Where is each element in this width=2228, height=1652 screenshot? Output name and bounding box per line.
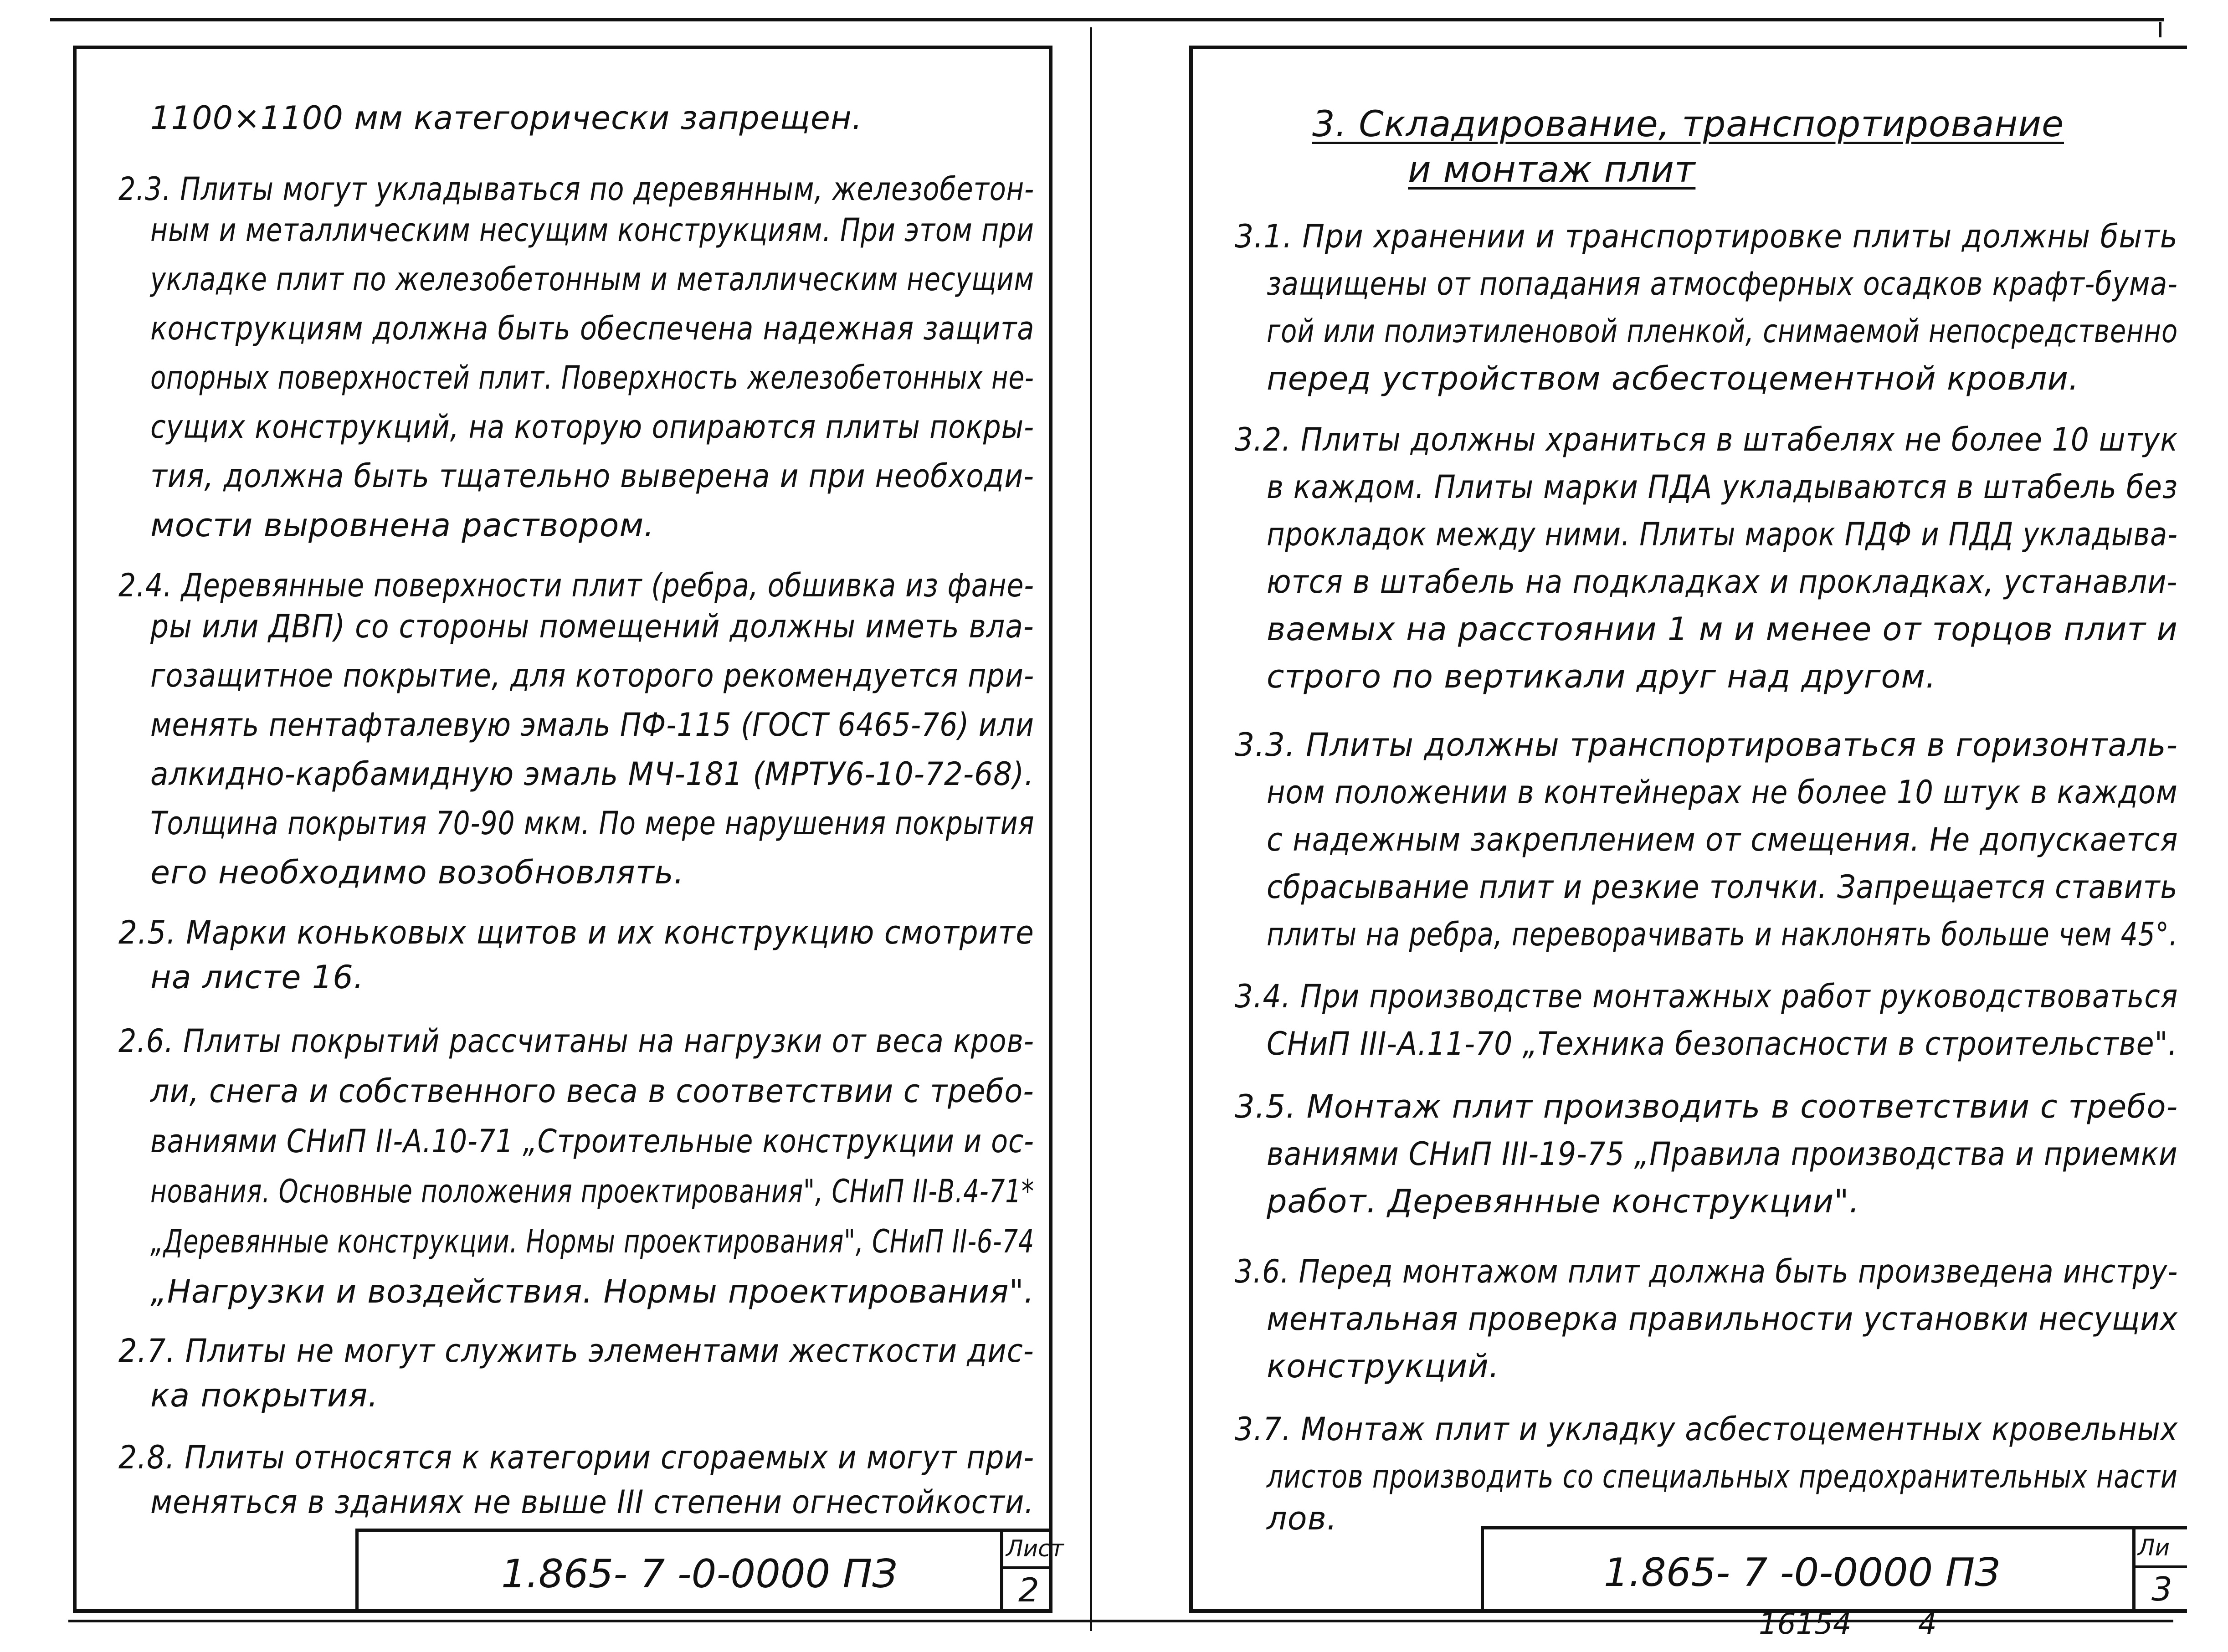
- text-line: 3.1. При хранении и транспортировке плиты должны быть: [1235, 218, 2178, 255]
- text-line: мости выровнена раствором.: [150, 507, 655, 544]
- text-line: строго по вертикали друг над другом.: [1267, 658, 1936, 695]
- text-line: прокладок между ними. Плиты марок ПДФ и ПДД укладыва-: [1267, 516, 2178, 553]
- text-line: 3.3. Плиты должны транспортироваться в горизонталь-: [1235, 726, 2178, 764]
- text-line: менять пентафталевую эмаль ПФ-115 (ГОСТ 6465-76) или: [150, 706, 1034, 744]
- text-line: 2.3. Плиты могут укладываться по деревянным, железобетон-: [118, 170, 1035, 208]
- text-line: 2.7. Плиты не могут служить элементами жесткости дис-: [118, 1332, 1034, 1370]
- right-sheet-label: Ли: [2138, 1534, 2170, 1561]
- text-line: опорных поверхностей плит. Поверхность железобетонных не-: [150, 359, 1034, 396]
- text-line: 3.7. Монтаж плит и укладку асбестоцементных кровельных: [1235, 1411, 2178, 1448]
- text-line: ры или ДВП) со стороны помещений должны иметь вла-: [150, 608, 1034, 645]
- text-line: плиты на ребра, переворачивать и наклонять больше чем 45°.: [1267, 916, 2178, 953]
- text-line: 2.8. Плиты относятся к категории сгораемых и могут при-: [118, 1439, 1035, 1476]
- section-heading-line2: и монтаж плит: [1408, 149, 1696, 190]
- text-line: в каждом. Плиты марки ПДА укладываются в штабель без: [1267, 468, 2178, 506]
- text-line: ваниями СНиП III-19-75 „Правила производства и приемки: [1267, 1135, 2178, 1173]
- text-line: тия, должна быть тщательно выверена и при необходи-: [150, 457, 1034, 495]
- text-line: СНиП III-А.11-70 „Техника безопасности в строительстве".: [1267, 1025, 2178, 1062]
- top-rule: [50, 18, 2164, 21]
- left-sheet-label: Лист: [1006, 1535, 1064, 1562]
- text-line: меняться в зданиях не выше III степени огнестойкости.: [150, 1483, 1034, 1521]
- left-sheet-cell-divider: [1000, 1566, 1052, 1569]
- text-line: с надежным закреплением от смещения. Не допускается: [1267, 821, 2178, 858]
- text-line: ным и металлическим несущим конструкциям. При этом при: [150, 211, 1034, 249]
- archive-number: 16154: [1759, 1607, 1852, 1641]
- text-line: Толщина покрытия 70-90 мкм. По мере нарушения покрытия: [150, 805, 1035, 842]
- right-drawing-code: 1.865- 7 -0-0000 ПЗ: [1604, 1550, 2000, 1596]
- text-line: „Деревянные конструкции. Нормы проектирования", СНиП II-6-74: [150, 1223, 1035, 1260]
- page-number: 4: [1918, 1607, 1937, 1641]
- text-line: ка покрытия.: [150, 1377, 379, 1414]
- text-line: сущих конструкций, на которую опираются плиты покры-: [150, 408, 1035, 446]
- text-line: 2.6. Плиты покрытий рассчитаны на нагрузки от веса кров-: [118, 1022, 1034, 1060]
- text-line: ются в штабель на подкладках и прокладках, устанавли-: [1267, 563, 2178, 600]
- text-line: 2.4. Деревянные поверхности плит (ребра, обшивка из фане-: [118, 567, 1034, 604]
- left-sheet-number: 2: [1018, 1571, 1039, 1609]
- text-line: 3.6. Перед монтажом плит должна быть произведена инстру-: [1235, 1253, 2178, 1290]
- text-line: ли, снега и собственного веса в соответствии с требо-: [150, 1072, 1034, 1110]
- right-sheet-number: 3: [2151, 1570, 2172, 1608]
- text-line: листов производить со специальных предохранительных насти: [1267, 1458, 2178, 1495]
- section-heading-line1: 3. Складирование, транспортирование: [1312, 104, 2064, 145]
- text-line: защищены от попадания атмосферных осадков крафт-бума-: [1267, 265, 2178, 303]
- text-line: нования. Основные положения проектирования", СНиП II-В.4-71*: [150, 1173, 1035, 1210]
- text-line: сбрасывание плит и резкие толчки. Запрещается ставить: [1267, 868, 2178, 906]
- left-drawing-code: 1.865- 7 -0-0000 ПЗ: [501, 1551, 898, 1597]
- text-line: его необходимо возобновлять.: [150, 854, 685, 891]
- text-line: перед устройством асбестоцементной кровли.: [1267, 360, 2079, 397]
- text-line: ваемых на расстоянии 1 м и менее от торцов плит и: [1267, 611, 2178, 648]
- right-sheet-cell-divider: [2132, 1565, 2187, 1568]
- text-line: 3.5. Монтаж плит производить в соответствии с требо-: [1235, 1088, 2178, 1125]
- center-fold-line: [1090, 27, 1092, 1631]
- text-line: конструкциям должна быть обеспечена надежная защита: [150, 310, 1035, 347]
- text-line: гой или полиэтиленовой пленкой, снимаемой непосредственно: [1267, 313, 2178, 350]
- text-line: 3.2. Плиты должны храниться в штабелях не более 10 штук: [1235, 421, 2178, 458]
- text-line: ментальная проверка правильности установки несущих: [1267, 1300, 2178, 1338]
- text-line: 3.4. При производстве монтажных работ руководствоваться: [1235, 978, 2178, 1015]
- text-line: конструкций.: [1267, 1348, 1500, 1385]
- text-line: гозащитное покрытие, для которого рекомендуется при-: [150, 657, 1035, 694]
- text-line: работ. Деревянные конструкции".: [1267, 1183, 1860, 1220]
- text-line: „Нагрузки и воздействия. Нормы проектирования".: [150, 1273, 1035, 1310]
- top-rule-mark: [2159, 22, 2161, 37]
- bottom-rule: [68, 1620, 2173, 1622]
- text-line: 1100×1100 мм категорически запрещен.: [150, 99, 862, 137]
- text-line: алкидно-карбамидную эмаль МЧ-181 (МРТУ6-10-72-68).: [150, 755, 1034, 793]
- text-line: 2.5. Марки коньковых щитов и их конструкцию смотрите: [118, 914, 1034, 951]
- text-line: лов.: [1267, 1500, 1338, 1537]
- text-line: на листе 16.: [150, 959, 364, 996]
- text-line: ваниями СНиП II-А.10-71 „Строительные конструкции и ос-: [150, 1123, 1034, 1160]
- text-line: ном положении в контейнерах не более 10 штук в каждом: [1267, 774, 2178, 811]
- text-line: укладке плит по железобетонным и металлическим несущим: [150, 261, 1034, 298]
